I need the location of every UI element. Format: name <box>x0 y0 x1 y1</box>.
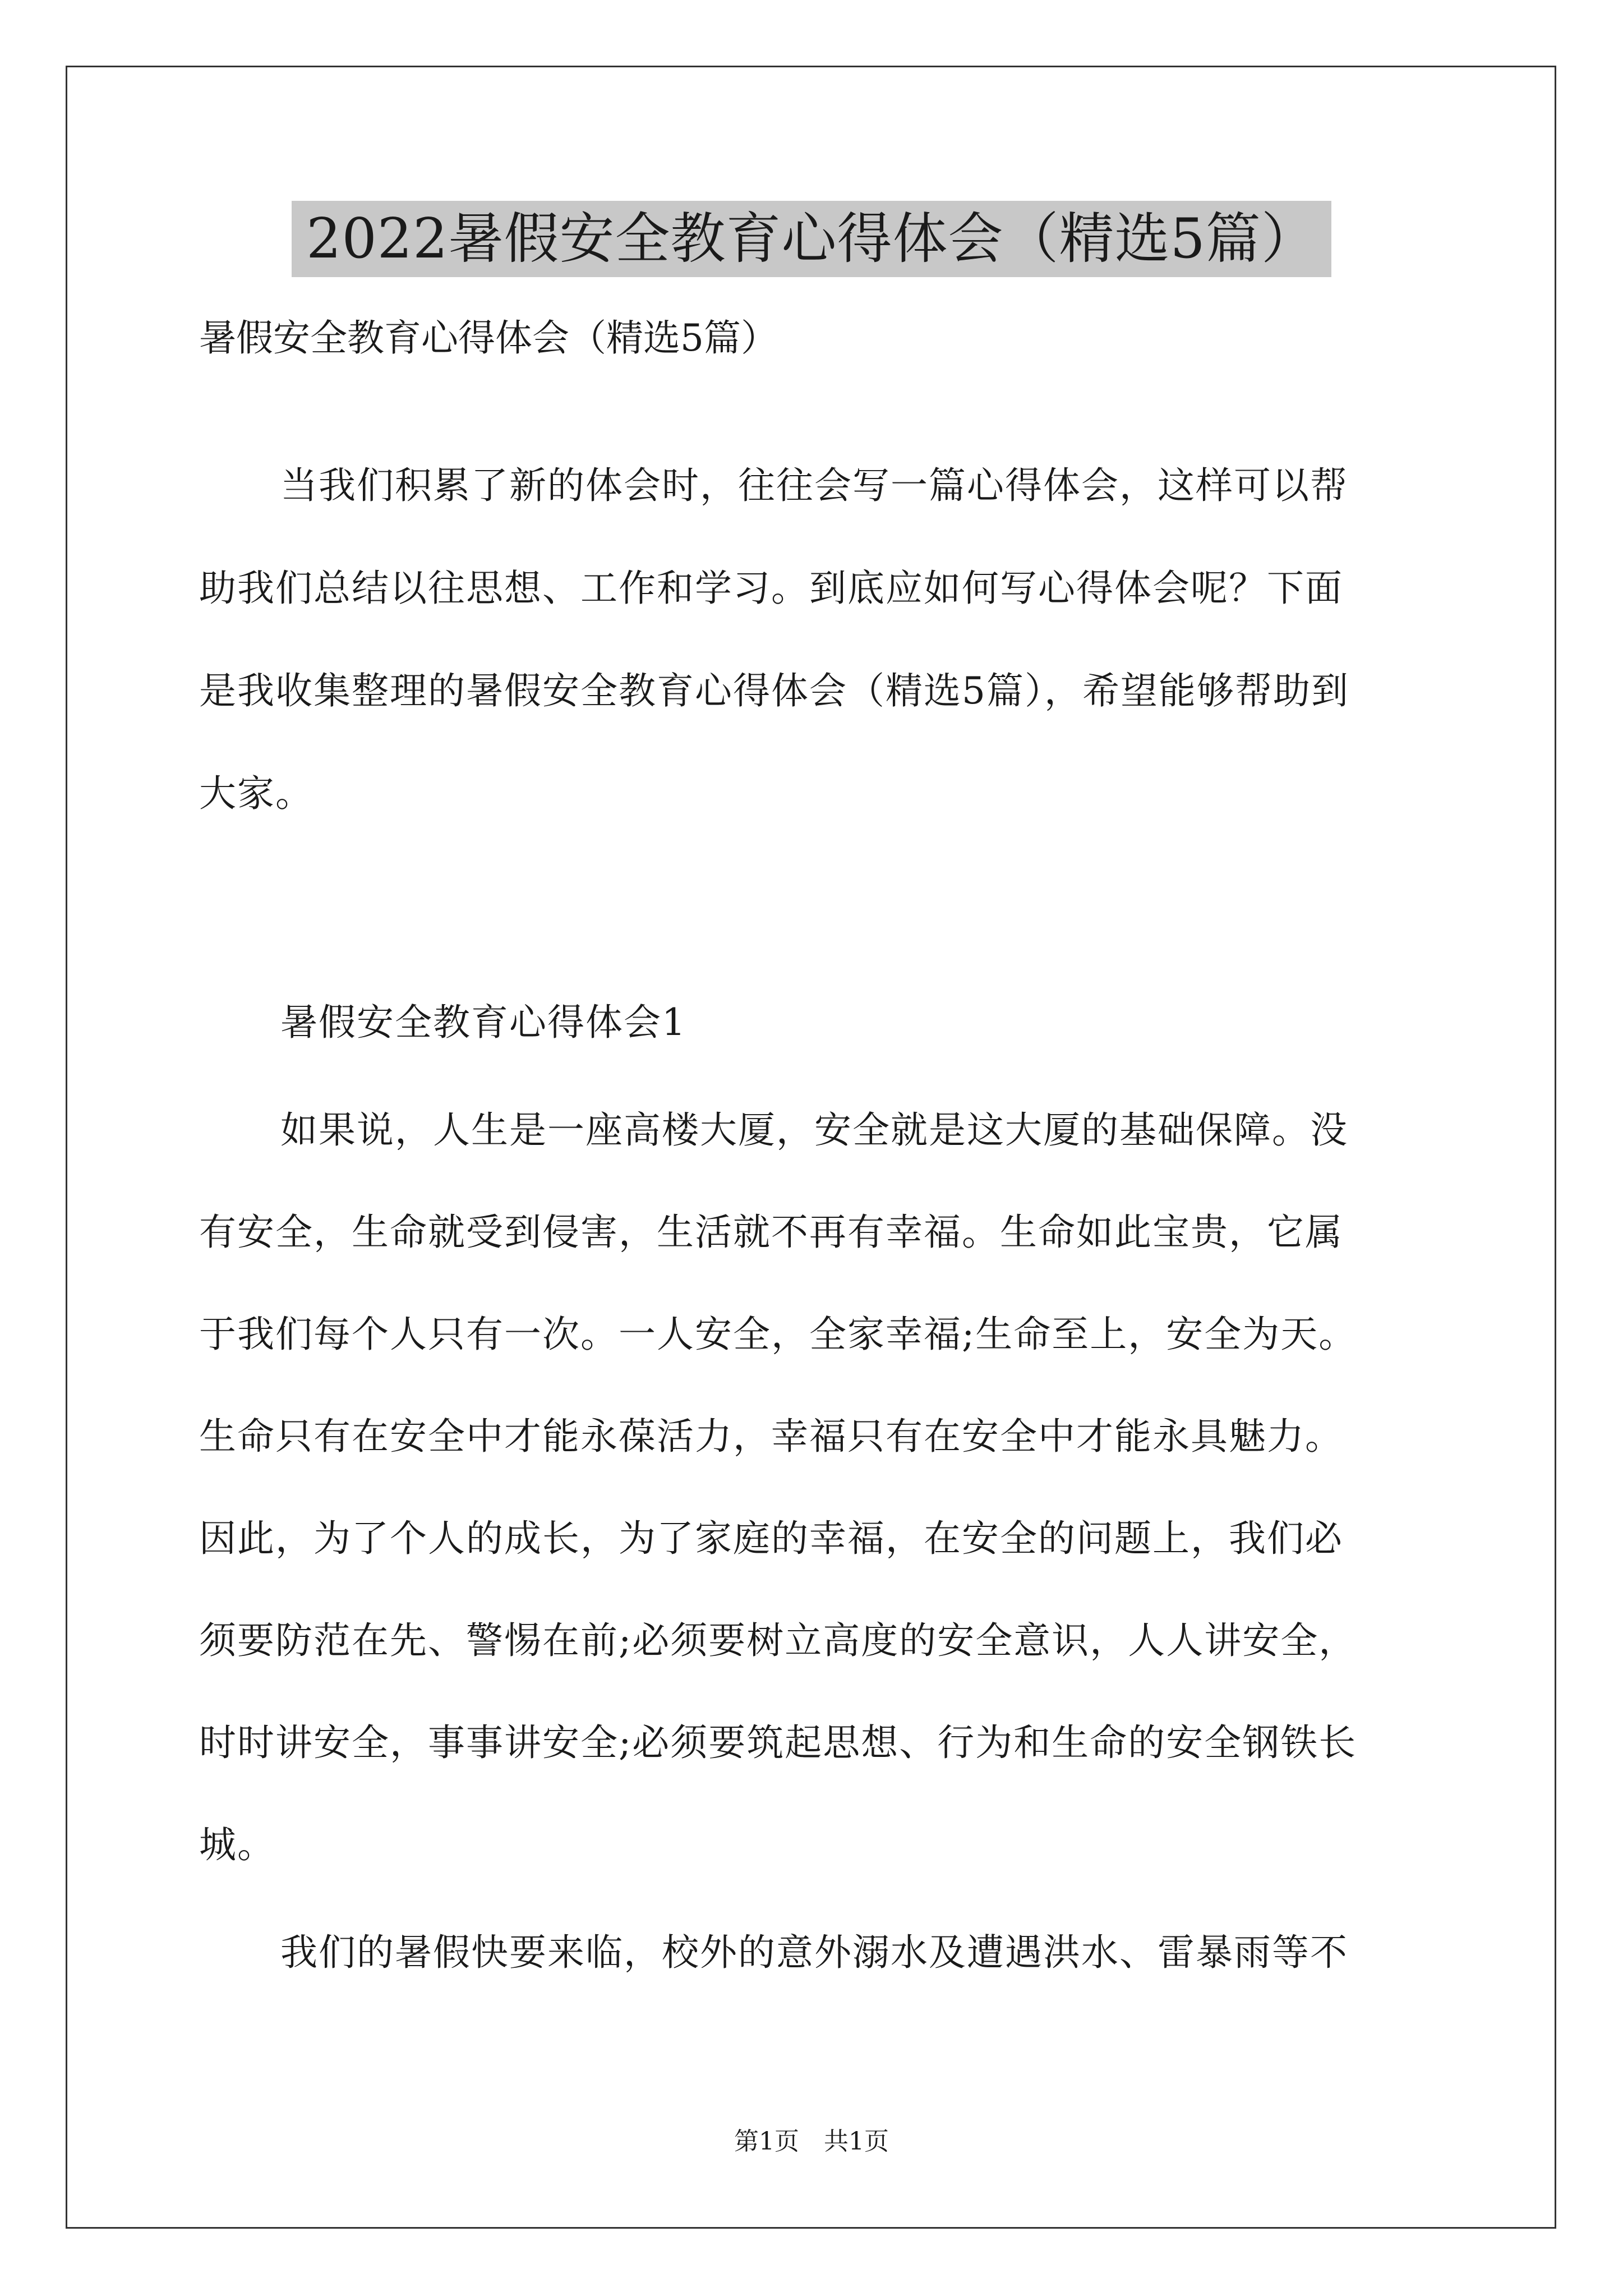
body-line-4: 生命只有在安全中才能永葆活力，幸福只有在安全中才能永具魅力。 <box>199 1415 1343 1458</box>
document-subtitle: 暑假安全教育心得体会（精选5篇） <box>199 316 778 360</box>
section-heading: 暑假安全教育心得体会1 <box>280 1001 686 1044</box>
body-line-3: 于我们每个人只有一次。一人安全，全家幸福;生命至上，安全为天。 <box>199 1313 1357 1356</box>
intro-line-3: 是我收集整理的暑假安全教育心得体会（精选5篇），希望能够帮助到 <box>199 669 1349 712</box>
intro-line-2: 助我们总结以往思想、工作和学习。到底应如何写心得体会呢？下面 <box>199 567 1343 610</box>
body-line-1: 如果说，人生是一座高楼大厦，安全就是这大厦的基础保障。没 <box>280 1108 1348 1152</box>
body-line-5: 因此，为了个人的成长，为了家庭的幸福，在安全的问题上，我们必 <box>199 1517 1343 1560</box>
intro-line-1: 当我们积累了新的体会时，往往会写一篇心得体会，这样可以帮 <box>280 464 1348 507</box>
body-line-8: 城。 <box>199 1823 275 1866</box>
body-line-7: 时时讲安全，事事讲安全;必须要筑起思想、行为和生命的安全钢铁长 <box>199 1721 1357 1764</box>
body-line-2: 有安全，生命就受到侵害，生活就不再有幸福。生命如此宝贵，它属 <box>199 1211 1343 1254</box>
title-wrapper <box>0 201 1623 277</box>
intro-line-4: 大家。 <box>199 772 313 815</box>
body-para2-line-1: 我们的暑假快要来临，校外的意外溺水及遭遇洪水、雷暴雨等不 <box>280 1931 1348 1974</box>
body-line-6: 须要防范在先、警惕在前;必须要树立高度的安全意识，人人讲安全， <box>199 1619 1357 1662</box>
document-title: 2022暑假安全教育心得体会（精选5篇） <box>292 201 1331 277</box>
page-footer: 第1页 共1页 <box>734 2127 889 2156</box>
